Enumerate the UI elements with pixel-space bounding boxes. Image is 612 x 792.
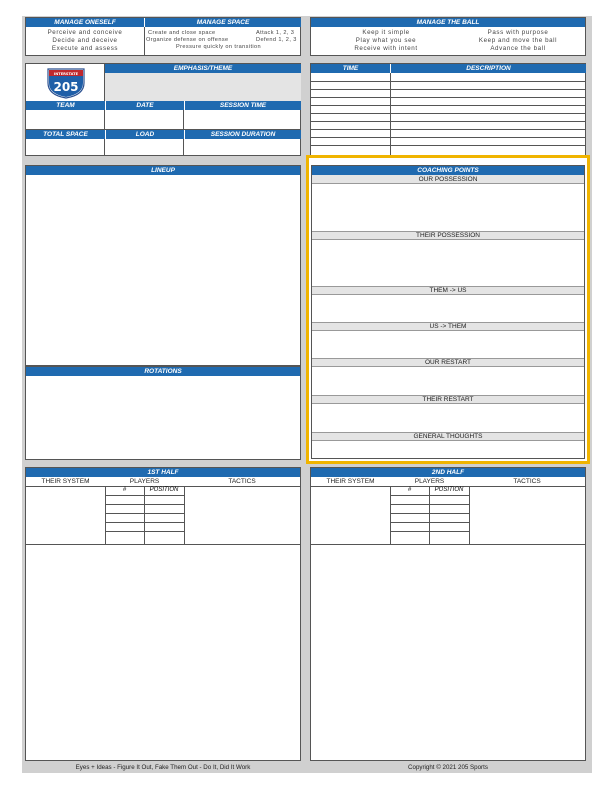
manage-space-header: MANAGE SPACE <box>144 18 301 27</box>
manage-space-line: Defend 1, 2, 3 <box>256 37 297 43</box>
team-field[interactable] <box>26 110 105 129</box>
coaching-section-header: THEIR POSSESSION <box>312 231 584 240</box>
team-label: TEAM <box>26 101 105 110</box>
manage-oneself-line: Execute and assess <box>51 45 119 52</box>
rotations-panel <box>25 366 301 460</box>
coaching-section-header: GENERAL THOUGHTS <box>312 432 584 441</box>
manage-oneself-line: Decide and deceive <box>52 37 118 44</box>
session-time-field[interactable] <box>184 110 301 129</box>
manage-ball-line: Keep it simple <box>362 29 410 36</box>
schedule-row[interactable] <box>311 73 586 156</box>
manage-principles-panel <box>25 17 301 56</box>
tactics-label: TACTICS <box>469 477 585 486</box>
manage-space-line: Organize defense on offense <box>146 37 229 43</box>
coaching-section-header: OUR POSSESSION <box>312 175 584 184</box>
emphasis-theme-header: EMPHASIS/THEME <box>105 64 301 73</box>
coaching-section-area[interactable] <box>312 331 584 358</box>
session-info-panel <box>25 63 301 156</box>
coaching-section-area[interactable] <box>312 295 584 322</box>
manage-ball-line: Pass with purpose <box>487 29 549 36</box>
first-half-notes[interactable] <box>26 545 300 760</box>
session-duration-field[interactable] <box>184 139 301 156</box>
load-label: LOAD <box>105 130 184 139</box>
time-header: TIME <box>311 64 390 73</box>
coaching-section-header: US -> THEM <box>312 322 584 331</box>
number-col-label: # <box>122 487 127 493</box>
first-half-panel <box>25 467 301 761</box>
manage-space-line: Create and close space <box>148 30 216 36</box>
coaching-section-area[interactable] <box>312 367 584 395</box>
session-duration-label: SESSION DURATION <box>184 130 301 139</box>
interstate-205-logo <box>44 67 88 99</box>
coaching-section-area[interactable] <box>312 184 584 231</box>
coaching-section-area[interactable] <box>312 441 584 458</box>
total-space-label: TOTAL SPACE <box>26 130 105 139</box>
manage-ball-line: Keep and move the ball <box>478 37 558 44</box>
rotations-area[interactable] <box>26 376 300 459</box>
manage-ball-panel <box>310 17 586 56</box>
date-label: DATE <box>105 101 184 110</box>
manage-space-line: Pressure quickly on transition <box>176 44 262 50</box>
second-half-notes[interactable] <box>311 545 585 760</box>
second-half-panel <box>310 467 586 761</box>
coaching-section-header: THEIR RESTART <box>312 395 584 404</box>
position-col-label: POSITION <box>434 487 464 493</box>
load-field[interactable] <box>105 139 184 156</box>
coaching-section-header: OUR RESTART <box>312 358 584 367</box>
first-half-header: 1ST HALF <box>26 468 300 477</box>
coaching-points-header: COACHING POINTS <box>312 166 584 175</box>
players-label: PLAYERS <box>105 477 184 486</box>
tactics-label: TACTICS <box>184 477 300 486</box>
their-system-label: THEIR SYSTEM <box>26 477 105 486</box>
lineup-header: LINEUP <box>26 166 300 175</box>
svg-text:205: 205 <box>53 80 79 94</box>
coaching-section-area[interactable] <box>312 404 584 432</box>
position-col-label: POSITION <box>149 487 179 493</box>
manage-ball-line: Advance the ball <box>490 45 546 52</box>
manage-oneself-line: Perceive and conceive <box>47 29 123 36</box>
manage-ball-line: Receive with intent <box>354 45 418 52</box>
coaching-points-panel <box>311 165 585 459</box>
coaching-section-header: THEM -> US <box>312 286 584 295</box>
lineup-panel <box>25 165 301 366</box>
manage-space-line: Attack 1, 2, 3 <box>256 30 295 36</box>
number-col-label: # <box>407 487 412 493</box>
players-label: PLAYERS <box>390 477 469 486</box>
manage-ball-header: MANAGE THE BALL <box>311 18 585 27</box>
rotations-header: ROTATIONS <box>26 367 300 376</box>
lineup-area[interactable] <box>26 175 300 365</box>
coaching-section-area[interactable] <box>312 240 584 286</box>
footer-motto: Eyes + Ideas - Figure It Out, Fake Them Out - Do It, Did It Work <box>75 763 251 771</box>
footer-copyright: Copyright © 2021 205 Sports <box>408 763 488 771</box>
manage-oneself-header: MANAGE ONESELF <box>26 18 144 27</box>
total-space-field[interactable] <box>26 139 105 156</box>
emphasis-theme-field[interactable] <box>105 73 301 101</box>
date-field[interactable] <box>105 110 184 129</box>
their-system-label: THEIR SYSTEM <box>311 477 390 486</box>
manage-ball-line: Play what you see <box>355 37 417 44</box>
svg-text:INTERSTATE: INTERSTATE <box>53 72 79 76</box>
schedule-panel <box>310 63 586 156</box>
second-half-header: 2ND HALF <box>311 468 585 477</box>
description-header: DESCRIPTION <box>390 64 586 73</box>
session-time-label: SESSION TIME <box>184 101 301 110</box>
